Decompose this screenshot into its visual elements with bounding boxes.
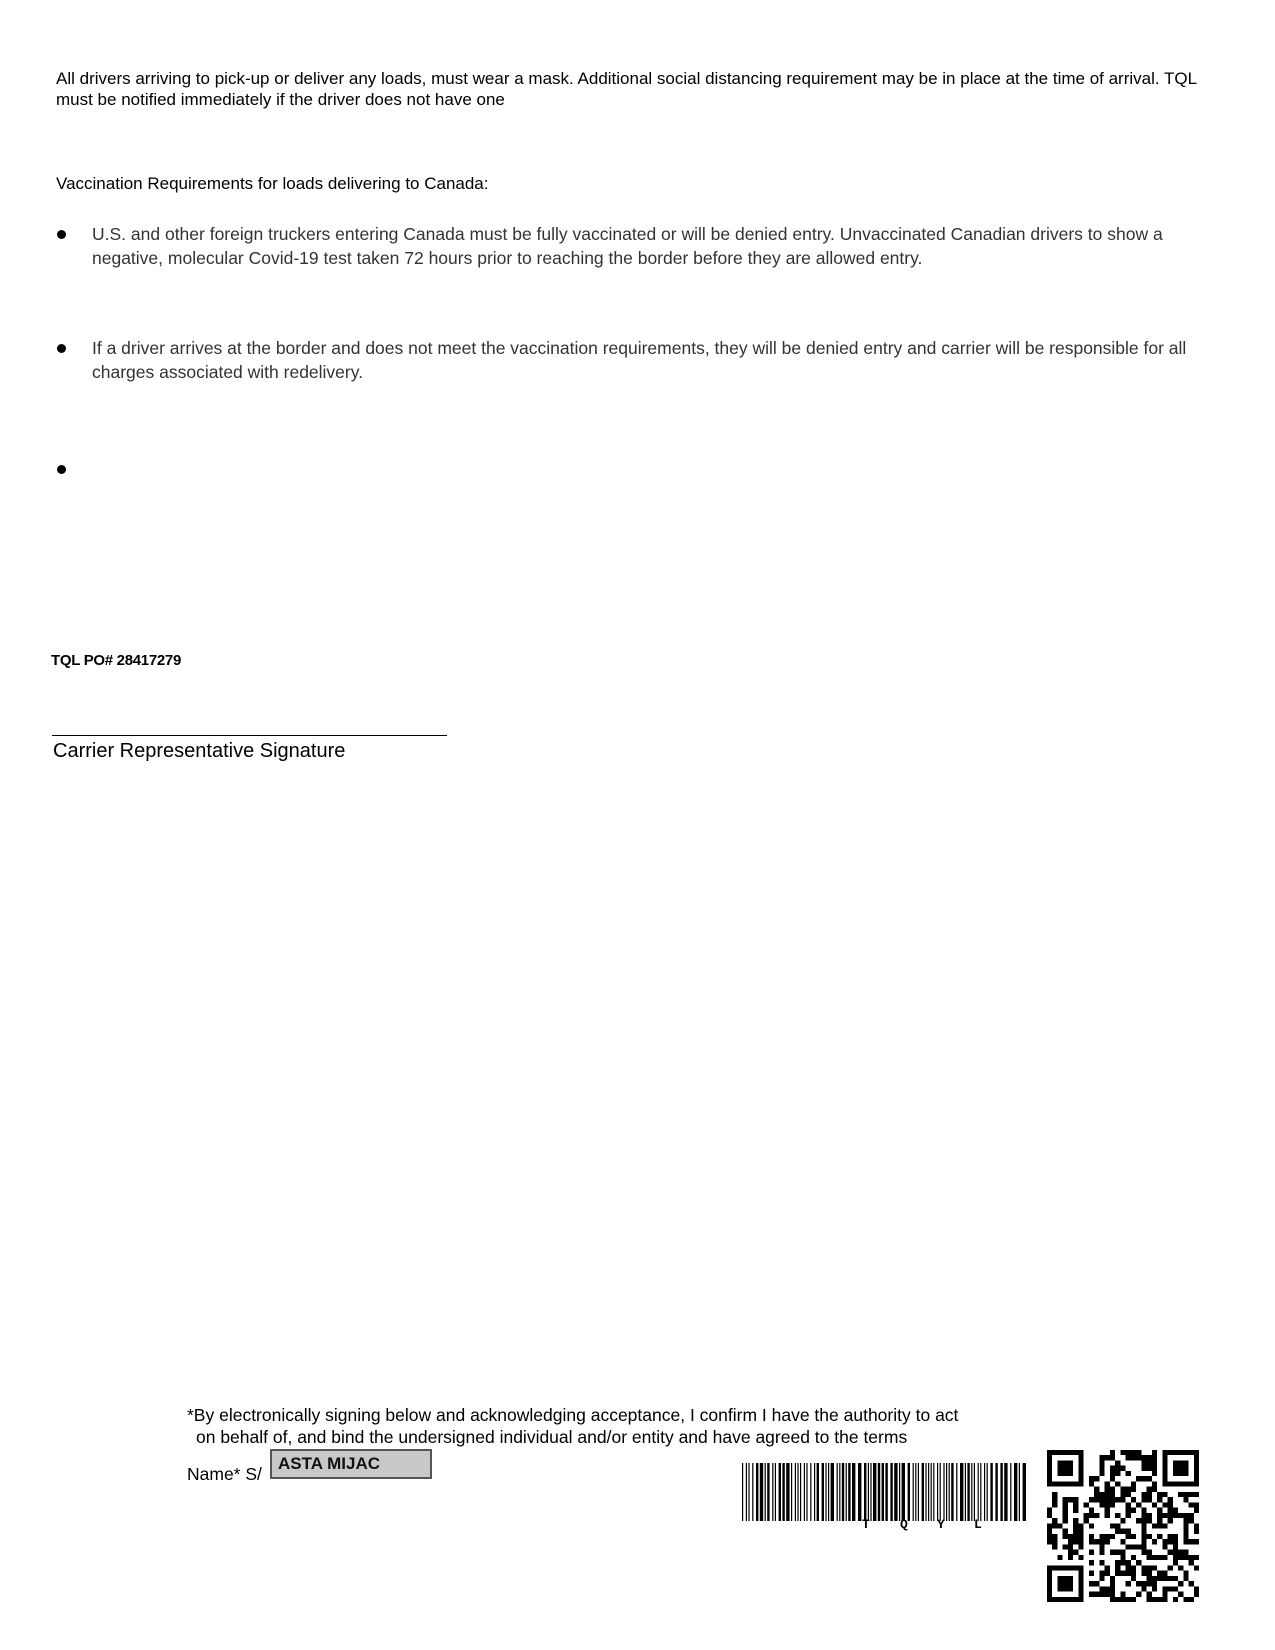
barcode-char: L — [974, 1517, 982, 1532]
bullet-marker — [57, 465, 66, 474]
acknowledgement-line-2: on behalf of, and bind the undersigned individual and/or entity and have agreed to the terms — [196, 1427, 908, 1447]
barcode-icon — [742, 1463, 1026, 1521]
bullet-marker — [57, 344, 66, 353]
barcode-char: Q — [900, 1517, 908, 1532]
signature-label: Carrier Representative Signature — [53, 740, 346, 762]
signature-line[interactable] — [52, 735, 447, 736]
name-label: Name* S/ — [187, 1464, 262, 1484]
acknowledgement-line-1: *By electronically signing below and acknowledging acceptance, I confirm I have the authority to act — [187, 1405, 959, 1425]
bullet-text: U.S. and other foreign truckers entering Canada must be fully vaccinated or will be denied entry. Unvaccinated Canadian drivers to show a negative, molecular Covid-19 test taken 72 hours prior to reaching the border before they are allowed entry. — [92, 224, 1163, 268]
mask-notice: All drivers arriving to pick-up or deliver any loads, must wear a mask. Additional social distancing requirement may be in place at the time of arrival. TQL must be notified immediately if the driver does not have one — [56, 69, 1197, 109]
qr-code-icon — [1047, 1450, 1199, 1602]
name-input[interactable]: ASTA MIJAC — [270, 1449, 432, 1479]
vaccination-heading: Vaccination Requirements for loads delivering to Canada: — [56, 174, 489, 193]
acknowledgement-text — [187, 1404, 1027, 1448]
barcode-char: Y — [937, 1517, 945, 1532]
po-number: TQL PO# 28417279 — [51, 652, 182, 669]
barcode-char: T — [862, 1517, 870, 1532]
bullet-marker — [57, 230, 66, 239]
bullet-text: If a driver arrives at the border and does not meet the vaccination requirements, they will be denied entry and carrier will be responsible for all charges associated with redelivery. — [92, 338, 1187, 382]
